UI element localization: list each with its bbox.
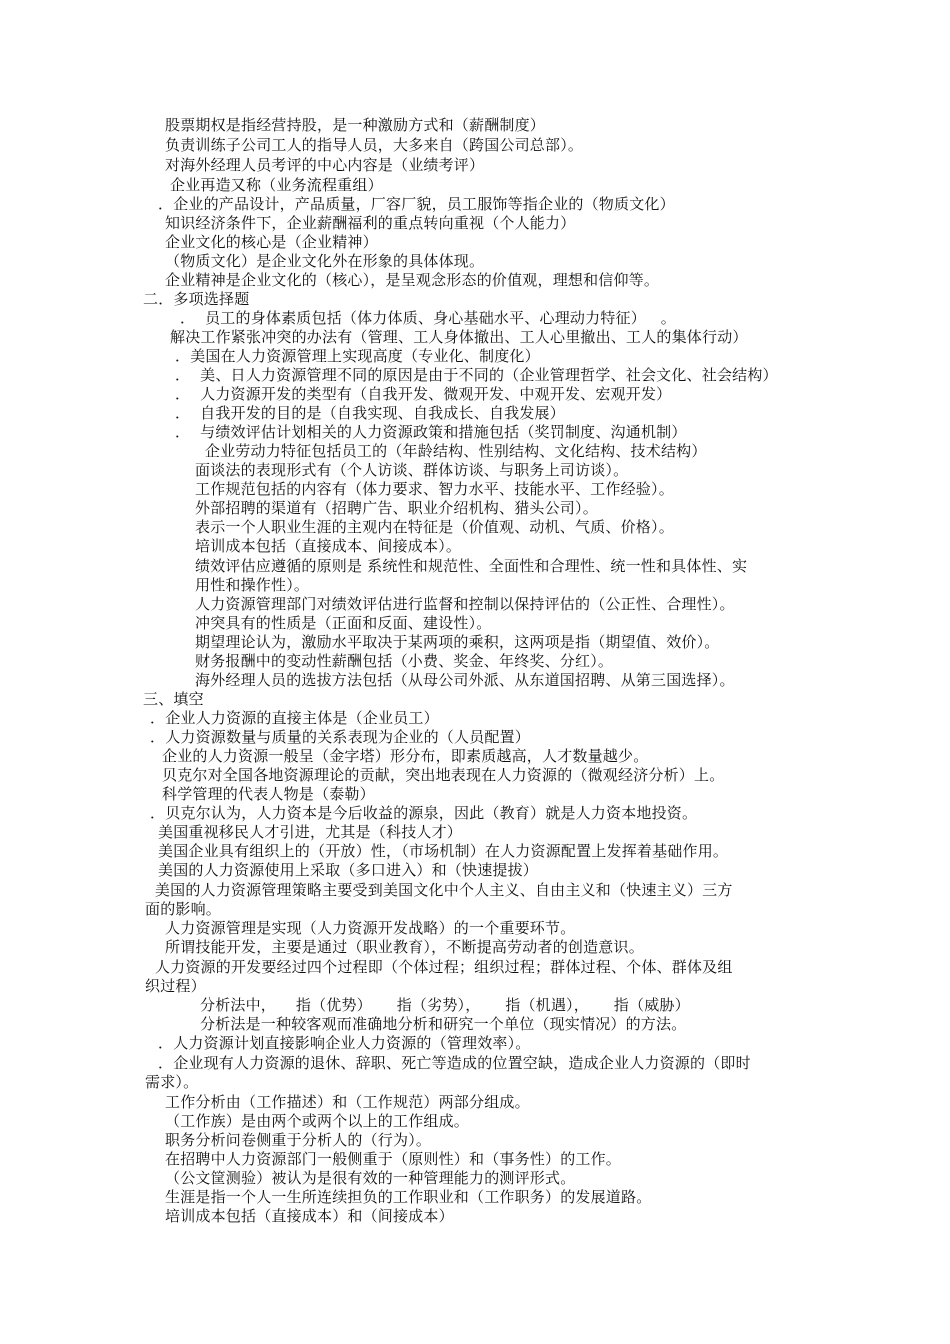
text-line: （公文筐测验）被认为是很有效的一种管理能力的测评形式。 (165, 1169, 576, 1187)
text-line: 企业再造又称（业务流程重组） (165, 176, 383, 194)
text-line: 海外经理人员的选拔方法包括（从母公司外派、从东道国招聘、从第三国选择）。 (195, 671, 735, 689)
text-line: 织过程） (145, 977, 206, 995)
text-line: 企业劳动力特征包括员工的（年龄结构、性别结构、文化结构、技术结构） (195, 442, 707, 460)
text-line: 人力资源管理部门对绩效评估进行监督和控制以保持评估的（公正性、合理性）。 (195, 595, 735, 613)
text-line: 股票期权是指经营持股，是一种激励方式和（薪酬制度） (165, 116, 546, 134)
text-line: 培训成本包括（直接成本、间接成本）。 (195, 537, 462, 555)
text-line: ． 员工的身体素质包括（体力体质、身心基础水平、心理动力特征） 。 (175, 309, 677, 327)
text-line: 企业文化的核心是（企业精神） (165, 233, 378, 251)
text-line: ．贝克尔认为，人力资本是今后收益的源泉，因此（教育）就是人力资本地投资。 (150, 804, 698, 822)
text-line: ． 美、日人力资源管理不同的原因是由于不同的（企业管理哲学、社会文化、社会结构） (175, 366, 778, 384)
section-heading: 三、填空 (143, 690, 204, 708)
text-line: 负责训练子公司工人的指导人员，大多来自（跨国公司总部）。 (165, 136, 584, 154)
text-line: 工作分析由（工作描述）和（工作规范）两部分组成。 (165, 1093, 530, 1111)
text-line: ．美国在人力资源管理上实现高度（专业化、制度化） (175, 347, 540, 365)
text-line: 表示一个人职业生涯的主观内在特征是（价值观、动机、气质、价格）。 (195, 518, 674, 536)
text-line: （工作族）是由两个或两个以上的工作组成。 (165, 1112, 470, 1130)
text-line: 分析法中， 指（优势） 指（劣势）， 指（机遇）， 指（威胁） (200, 996, 690, 1014)
text-line: 面谈法的表现形式有（个人访谈、群体访谈、与职务上司访谈）。 (195, 461, 629, 479)
text-line: 对海外经理人员考评的中心内容是（业绩考评） (165, 156, 485, 174)
text-line: ．企业现有人力资源的退休、辞职、死亡等造成的位置空缺，造成企业人力资源的（即时 (158, 1054, 751, 1072)
text-line: 贝克尔对全国各地资源理论的贡献，突出地表现在人力资源的（微观经济分析）上。 (162, 766, 725, 784)
text-line: ． 自我开发的目的是（自我实现、自我成长、自我发展） (175, 404, 565, 422)
text-line: 美国企业具有组织上的（开放）性，（市场机制）在人力资源配置上发挥着基础作用。 (158, 842, 729, 860)
text-line: 外部招聘的渠道有（招聘广告、职业介绍机构、猎头公司）。 (195, 499, 598, 517)
text-line: 分析法是一种较客观而准确地分析和研究一个单位（现实情况）的方法。 (200, 1015, 687, 1033)
text-line: 冲突具有的性质是（正面和反面、建设性）。 (195, 614, 492, 632)
text-line: 知识经济条件下，企业薪酬福利的重点转向重视（个人能力） (165, 214, 576, 232)
text-line: 需求）。 (145, 1073, 199, 1091)
text-line: ． 人力资源开发的类型有（自我开发、微观开发、中观开发、宏观开发） (175, 385, 672, 403)
text-line: ． 与绩效评估计划相关的人力资源政策和措施包括（奖罚制度、沟通机制） (175, 423, 687, 441)
text-line: 企业的人力资源一般呈（金字塔）形分布，即素质越高，人才数量越少。 (162, 747, 649, 765)
text-line: （物质文化）是企业文化外在形象的具体体现。 (165, 252, 485, 270)
text-line: 人力资源管理是实现（人力资源开发战略）的一个重要环节。 (165, 919, 576, 937)
text-line: 科学管理的代表人物是（泰勒） (162, 785, 375, 803)
text-line: 美国重视移民人才引进，尤其是（科技人才） (158, 823, 463, 841)
text-line: 所谓技能开发，主要是通过（职业教育），不断提高劳动者的创造意识。 (165, 938, 644, 956)
text-line: 人力资源的开发要经过四个过程即（个体过程；组织过程；群体过程、个体、群体及组 (145, 958, 733, 976)
text-line: 面的影响。 (145, 900, 222, 918)
text-line: 用性和操作性）。 (195, 576, 310, 594)
text-line: ．人力资源计划直接影响企业人力资源的（管理效率）。 (158, 1034, 531, 1052)
text-line: 企业精神是企业文化的（核心），是呈观念形态的价值观，理想和信仰等。 (165, 271, 660, 289)
text-line: 美国的人力资源使用上采取（多口进入）和（快速提拔） (158, 861, 539, 879)
text-line: 职务分析问卷侧重于分析人的（行为）。 (165, 1131, 432, 1149)
text-line: ．企业的产品设计，产品质量，厂容厂貌，员工服饰等指企业的（物质文化） (158, 195, 675, 213)
text-line: 工作规范包括的内容有（体力要求、智力水平、技能水平、工作经验）。 (195, 480, 674, 498)
text-line: 解决工作紧张冲突的办法有（管理、工人身体撤出、工人心里撤出、工人的集体行动） (170, 328, 748, 346)
text-line: 期望理论认为，激励水平取决于某两项的乘积，这两项是指（期望值、效价）。 (195, 633, 720, 651)
section-heading: 二．多项选择题 (143, 290, 250, 308)
text-line: 财务报酬中的变动性薪酬包括（小费、奖金、年终奖、分红）。 (195, 652, 614, 670)
text-line: ．企业人力资源的直接主体是（企业员工） (150, 709, 439, 727)
text-line: 在招聘中人力资源部门一般侧重于（原则性）和（事务性）的工作。 (165, 1150, 622, 1168)
text-line: ．人力资源数量与质量的关系表现为企业的（人员配置） (150, 728, 531, 746)
text-line: 美国的人力资源管理策略主要受到美国文化中个人主义、自由主义和（快速主义）三方 (145, 881, 733, 899)
text-line: 绩效评估应遵循的原则是 系统性和规范性、全面性和合理性、统一性和具体性、实 (195, 557, 748, 575)
text-line: 生涯是指一个人一生所连续担负的工作职业和（工作职务）的发展道路。 (165, 1188, 652, 1206)
text-line: 培训成本包括（直接成本）和（间接成本） (165, 1207, 454, 1225)
